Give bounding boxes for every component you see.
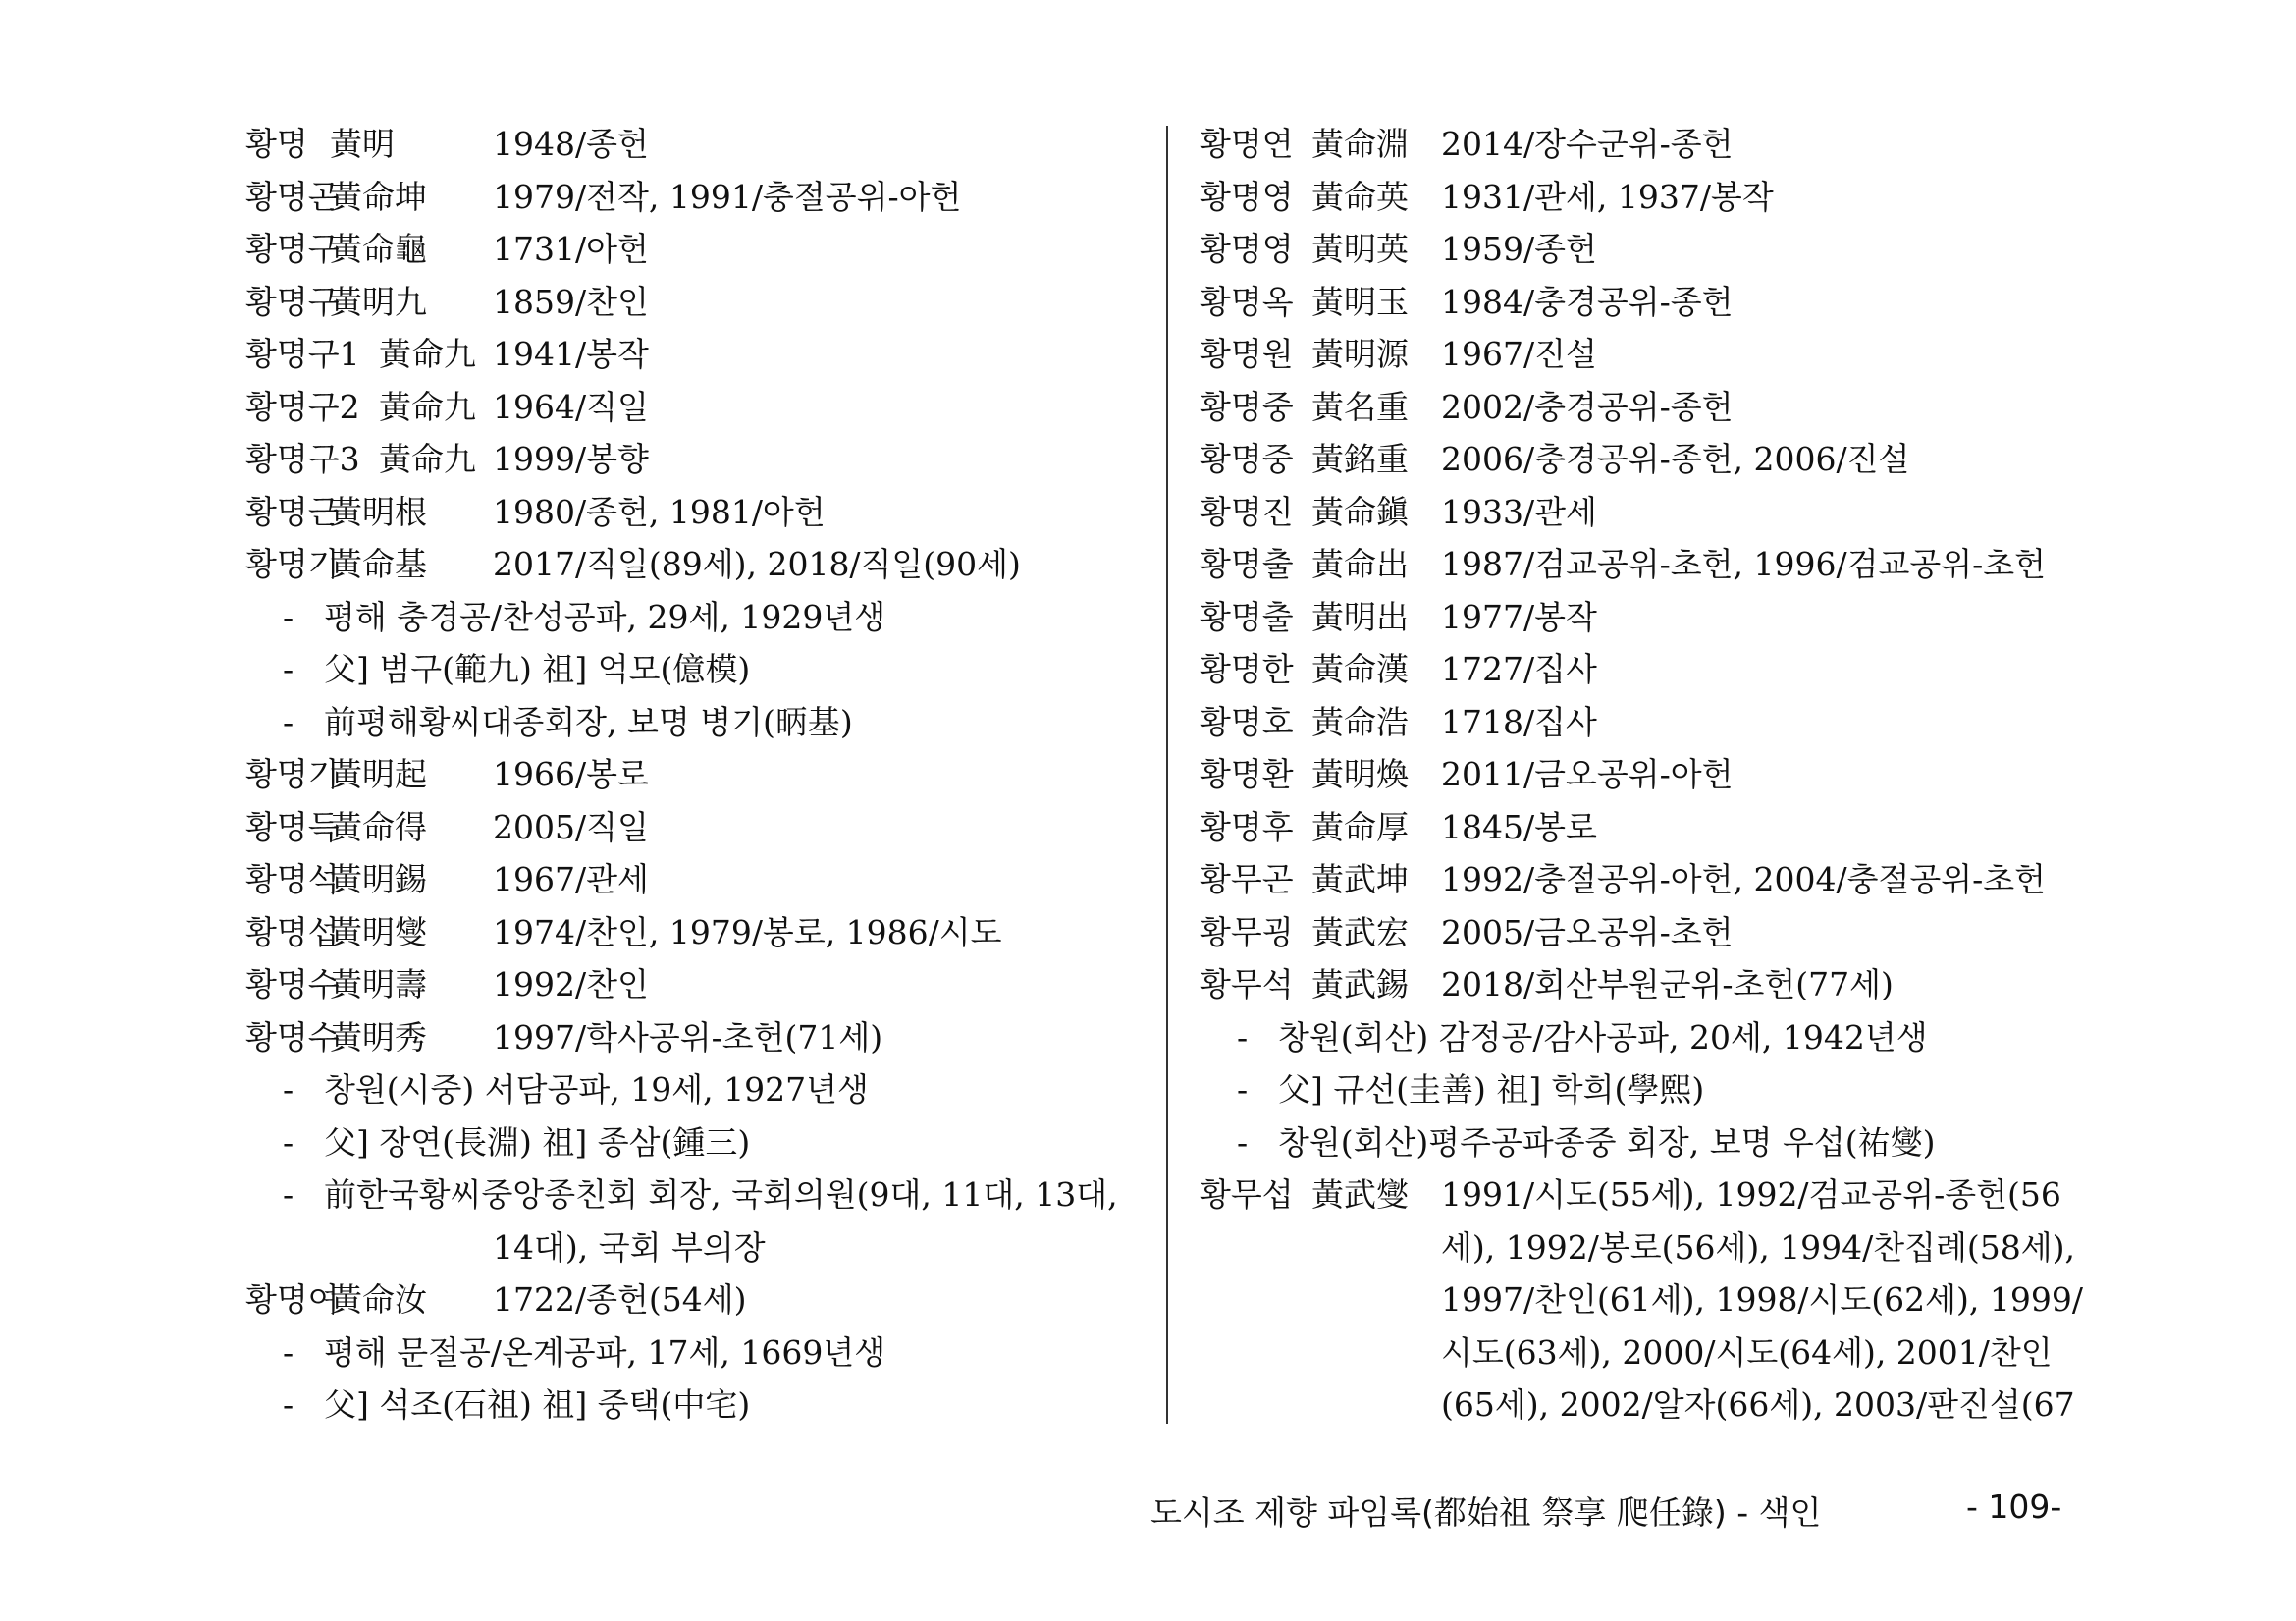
entry-note [245, 1326, 1148, 1379]
entry-continuation [1200, 1273, 2103, 1326]
entry-records: 1967/관세 [493, 860, 649, 898]
entry-records: 2011/금오공위-아헌 [1441, 755, 1734, 793]
entry-records: 1992/찬인 [493, 965, 649, 1003]
entry-hanja-name: 黃明煥 [1311, 755, 1409, 793]
entry-korean-name: 황명중 [1200, 387, 1294, 426]
entry-korean-name: 황무곤 [1200, 860, 1294, 898]
continuation-text: (65세), 2002/알자(66세), 2003/판진설(67 [1441, 1385, 2075, 1424]
entry-hanja-name: 黃名重 [1311, 387, 1409, 426]
note-dash: - [283, 702, 294, 741]
entry-korean-name: 황명영 [1200, 177, 1294, 216]
footer-title: 도시조 제향 파임록(都始祖 祭享 爬任錄) - 색인 [1150, 1493, 1822, 1532]
entry-records: 2017/직일(89세), 2018/직일(90세) [493, 545, 1021, 583]
index-entry [245, 853, 1148, 906]
entry-korean-name: 황명환 [1200, 755, 1294, 793]
note-dash: - [1237, 1070, 1249, 1108]
index-entry [1200, 381, 2103, 434]
entry-hanja-name: 黃明 [330, 125, 395, 163]
index-entry [1200, 538, 2103, 591]
entry-hanja-name: 黃明玉 [1311, 282, 1409, 321]
entry-korean-name: 황명구 [245, 230, 340, 268]
index-entry [245, 958, 1148, 1011]
index-entry [1200, 958, 2103, 1011]
entry-korean-name: 황명구1 [245, 335, 360, 373]
entry-note [245, 1063, 1148, 1116]
index-entry [1200, 591, 2103, 644]
index-entry [245, 328, 1148, 381]
index-entry [1200, 801, 2103, 854]
entry-hanja-name: 黃明秀 [330, 1017, 427, 1056]
note-text: 창원(회산)평주공파종중 회장, 보명 우섭(祐燮) [1278, 1122, 1936, 1162]
entry-korean-name: 황명구3 [245, 440, 360, 478]
entry-note [1200, 1063, 2103, 1116]
entry-records: 1991/시도(55세), 1992/검교공위-종헌(56 [1441, 1175, 2061, 1214]
continuation-text: 세), 1992/봉로(56세), 1994/찬집례(58세), [1441, 1227, 2076, 1267]
entry-korean-name: 황명한 [1200, 650, 1294, 688]
entry-continuation [1200, 1326, 2103, 1379]
entry-records: 2005/직일 [493, 807, 649, 846]
page-number: - 109- [1966, 1487, 2062, 1526]
entry-records: 1977/봉작 [1441, 597, 1597, 636]
entry-records: 1931/관세, 1937/봉작 [1441, 177, 1774, 216]
entry-hanja-name: 黃命龜 [330, 230, 427, 268]
index-entry [1200, 223, 2103, 276]
index-entry [1200, 276, 2103, 329]
entry-continuation [245, 1221, 1148, 1274]
entry-korean-name: 황명기 [245, 755, 340, 793]
note-text: 父] 범구(範九) 祖] 억모(億模) [324, 650, 751, 688]
entry-hanja-name: 黃命九 [379, 440, 476, 478]
index-entry [245, 171, 1148, 224]
entry-hanja-name: 黃命坤 [330, 177, 427, 216]
entry-continuation [1200, 1378, 2103, 1432]
entry-records: 1997/학사공위-초헌(71세) [493, 1017, 883, 1056]
entry-records: 1999/봉향 [493, 440, 649, 478]
entry-records: 2006/충경공위-종헌, 2006/진설 [1441, 440, 1910, 478]
entry-korean-name: 황명근 [245, 492, 340, 531]
index-entry [1200, 433, 2103, 486]
entry-records: 1722/종헌(54세) [493, 1280, 747, 1319]
entry-records: 1948/종헌 [493, 125, 649, 163]
note-dash: - [283, 1385, 294, 1424]
index-entry [1200, 328, 2103, 381]
entry-hanja-name: 黃明燮 [330, 912, 427, 951]
entry-korean-name: 황명원 [1200, 335, 1294, 373]
entry-hanja-name: 黃武錫 [1311, 965, 1409, 1003]
note-dash: - [283, 650, 294, 688]
entry-korean-name: 황명석 [245, 860, 340, 898]
entry-records: 1966/봉로 [493, 755, 649, 793]
entry-records: 1992/충절공위-아헌, 2004/충절공위-초헌 [1441, 860, 2047, 898]
entry-korean-name: 황명옥 [1200, 282, 1294, 321]
entry-hanja-name: 黃明起 [330, 755, 427, 793]
note-text: 父] 규선(圭善) 祖] 학희(學熙) [1278, 1070, 1705, 1108]
index-entry [1200, 1168, 2103, 1221]
index-entry [1200, 118, 2103, 171]
note-text: 父] 장연(長淵) 祖] 종삼(鍾三) [324, 1122, 751, 1162]
entry-korean-name: 황명득 [245, 807, 340, 846]
entry-records: 2002/충경공위-종헌 [1441, 387, 1734, 426]
entry-korean-name: 황명곤 [245, 177, 340, 216]
entry-records: 1845/봉로 [1441, 807, 1597, 846]
entry-korean-name: 황명출 [1200, 597, 1294, 636]
entry-hanja-name: 黃明英 [1311, 230, 1409, 268]
note-text: 前한국황씨중앙종친회 회장, 국회의원(9대, 11대, 13대, [324, 1175, 1118, 1214]
entry-hanja-name: 黃命英 [1311, 177, 1409, 216]
entry-hanja-name: 黃命汝 [330, 1280, 427, 1319]
index-entry [245, 1273, 1148, 1326]
entry-hanja-name: 黃命厚 [1311, 807, 1409, 846]
entry-hanja-name: 黃命浩 [1311, 702, 1409, 741]
index-entry [1200, 696, 2103, 749]
note-dash: - [283, 1332, 294, 1372]
entry-hanja-name: 黃明壽 [330, 965, 427, 1003]
entry-hanja-name: 黃命九 [379, 387, 476, 426]
note-text: 前평해황씨대종회장, 보명 병기(昞基) [324, 702, 853, 741]
entry-records: 1964/직일 [493, 387, 649, 426]
note-text: 평해 문절공/온계공파, 17세, 1669년생 [324, 1332, 886, 1372]
entry-korean-name: 황명진 [1200, 492, 1294, 531]
note-dash: - [283, 1070, 294, 1108]
note-dash: - [283, 597, 294, 636]
entry-note [245, 1378, 1148, 1432]
entry-korean-name: 황명영 [1200, 230, 1294, 268]
continuation-text: 시도(63세), 2000/시도(64세), 2001/찬인 [1441, 1332, 2053, 1372]
entry-note [1200, 1011, 2103, 1064]
entry-records: 1980/종헌, 1981/아헌 [493, 492, 826, 531]
note-text: 평해 충경공/찬성공파, 29세, 1929년생 [324, 597, 886, 636]
continuation-text: 14대), 국회 부의장 [493, 1227, 766, 1267]
entry-korean-name: 황명구 [245, 282, 340, 321]
index-entry [245, 538, 1148, 591]
entry-korean-name: 황무섭 [1200, 1175, 1294, 1214]
left-column [245, 118, 1148, 1432]
index-entry [1200, 906, 2103, 959]
entry-note [245, 1168, 1148, 1221]
entry-hanja-name: 黃武坤 [1311, 860, 1409, 898]
index-entry [1200, 853, 2103, 906]
entry-records: 1959/종헌 [1441, 230, 1597, 268]
index-entry [245, 1011, 1148, 1064]
entry-note [245, 643, 1148, 696]
index-entry [1200, 643, 2103, 696]
entry-korean-name: 황명연 [1200, 125, 1294, 163]
entry-korean-name: 황명수 [245, 965, 340, 1003]
column-divider [1166, 126, 1168, 1424]
entry-hanja-name: 黃武宏 [1311, 912, 1409, 951]
note-dash: - [283, 1175, 294, 1214]
entry-hanja-name: 黃命得 [330, 807, 427, 846]
entry-hanja-name: 黃命九 [379, 335, 476, 373]
entry-hanja-name: 黃銘重 [1311, 440, 1409, 478]
entry-records: 1731/아헌 [493, 230, 649, 268]
continuation-text: 1997/찬인(61세), 1998/시도(62세), 1999/ [1441, 1280, 2084, 1319]
right-column [1200, 118, 2103, 1432]
entry-hanja-name: 黃命鎭 [1311, 492, 1409, 531]
index-entry [245, 381, 1148, 434]
entry-korean-name: 황명여 [245, 1280, 340, 1319]
entry-note [245, 696, 1148, 749]
entry-continuation [1200, 1221, 2103, 1274]
entry-records: 1979/전작, 1991/충절공위-아헌 [493, 177, 962, 216]
index-entry [245, 906, 1148, 959]
entry-korean-name: 황무석 [1200, 965, 1294, 1003]
entry-korean-name: 황명후 [1200, 807, 1294, 846]
entry-korean-name: 황명출 [1200, 545, 1294, 583]
entry-note [245, 1116, 1148, 1169]
index-entry [1200, 748, 2103, 801]
index-entry [1200, 486, 2103, 539]
entry-records: 1933/관세 [1441, 492, 1597, 531]
entry-records: 1941/봉작 [493, 335, 649, 373]
index-entry [245, 118, 1148, 171]
note-text: 창원(시중) 서담공파, 19세, 1927년생 [324, 1070, 869, 1108]
index-entry [245, 486, 1148, 539]
entry-korean-name: 황명기 [245, 545, 340, 583]
entry-records: 2005/금오공위-초헌 [1441, 912, 1734, 951]
entry-records: 1987/검교공위-초헌, 1996/검교공위-초헌 [1441, 545, 2047, 583]
entry-korean-name: 황명호 [1200, 702, 1294, 741]
entry-note [245, 591, 1148, 644]
entry-note [1200, 1116, 2103, 1169]
index-entry [245, 276, 1148, 329]
entry-korean-name: 황명중 [1200, 440, 1294, 478]
entry-korean-name: 황명 [245, 125, 308, 163]
entry-records: 1859/찬인 [493, 282, 649, 321]
entry-hanja-name: 黃明九 [330, 282, 427, 321]
entry-hanja-name: 黃明出 [1311, 597, 1409, 636]
entry-korean-name: 황명섭 [245, 912, 340, 951]
entry-records: 1967/진설 [1441, 335, 1597, 373]
entry-hanja-name: 黃明根 [330, 492, 427, 531]
note-text: 父] 석조(石祖) 祖] 중택(中宅) [324, 1385, 751, 1424]
entry-korean-name: 황무굉 [1200, 912, 1294, 951]
entry-records: 2018/회산부원군위-초헌(77세) [1441, 965, 1894, 1003]
note-dash: - [1237, 1122, 1249, 1162]
entry-hanja-name: 黃命基 [330, 545, 427, 583]
entry-records: 1984/충경공위-종헌 [1441, 282, 1734, 321]
note-text: 창원(회산) 감정공/감사공파, 20세, 1942년생 [1278, 1017, 1928, 1056]
entry-hanja-name: 黃命淵 [1311, 125, 1409, 163]
entry-korean-name: 황명수 [245, 1017, 340, 1056]
index-entry [245, 748, 1148, 801]
entry-hanja-name: 黃明源 [1311, 335, 1409, 373]
index-entry [1200, 171, 2103, 224]
entry-korean-name: 황명구2 [245, 387, 360, 426]
index-entry [245, 433, 1148, 486]
entry-records: 2014/장수군위-종헌 [1441, 125, 1734, 163]
entry-hanja-name: 黃武燮 [1311, 1175, 1409, 1214]
entry-hanja-name: 黃命漢 [1311, 650, 1409, 688]
index-entry [245, 223, 1148, 276]
entry-hanja-name: 黃命出 [1311, 545, 1409, 583]
entry-records: 1727/집사 [1441, 650, 1597, 688]
index-entry [245, 801, 1148, 854]
entry-hanja-name: 黃明錫 [330, 860, 427, 898]
entry-records: 1718/집사 [1441, 702, 1597, 741]
note-dash: - [283, 1122, 294, 1162]
entry-records: 1974/찬인, 1979/봉로, 1986/시도 [493, 912, 1002, 951]
note-dash: - [1237, 1017, 1249, 1056]
